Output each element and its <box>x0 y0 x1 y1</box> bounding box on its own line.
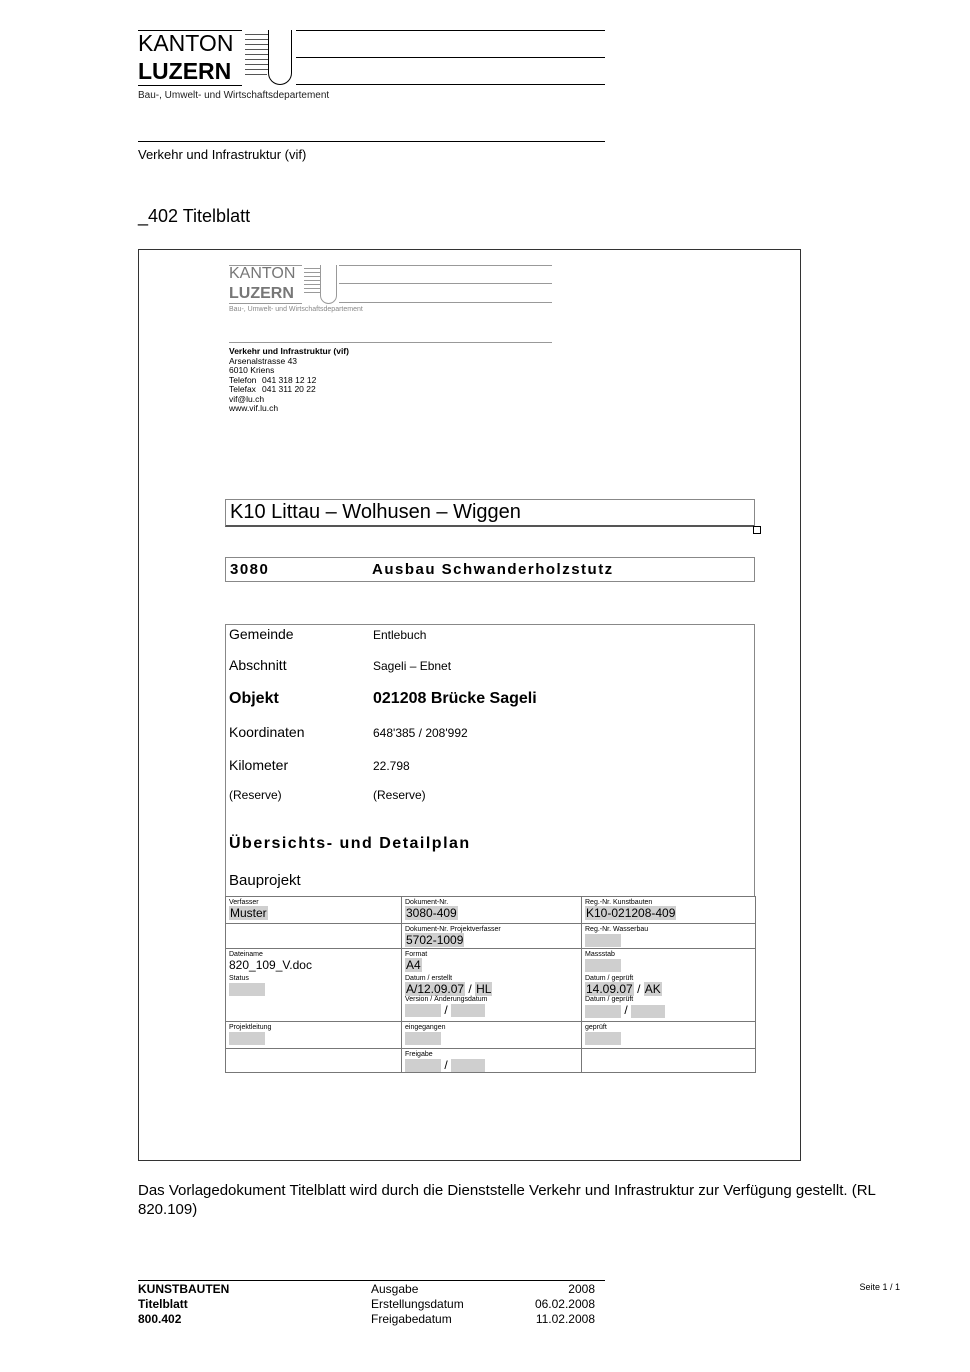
sheet-logo-luzern-text: LUZERN <box>229 285 294 302</box>
logo-rule-top <box>138 30 242 31</box>
department-text: Bau-, Umwelt- und Wirtschaftsdepartement <box>138 90 330 101</box>
dokument-value[interactable]: 3080-409 <box>406 906 457 920</box>
version-field[interactable] <box>405 1004 441 1017</box>
address-fax: Telefax 041 311 20 22 <box>229 384 316 394</box>
gemeinde-label: Gemeinde <box>229 626 294 642</box>
verfasser-caption: Verfasser <box>229 899 259 906</box>
sheet-header-line-3 <box>339 302 552 303</box>
geprueft-field[interactable] <box>585 1032 621 1045</box>
objekt-value: 021208 Brücke Sageli <box>373 690 537 707</box>
cell-freigabe: Freigabe / <box>402 1049 582 1073</box>
reg-kunst-value[interactable]: K10-021208-409 <box>586 906 676 920</box>
cell-reg-wasser <box>582 924 756 949</box>
page-title: _402 Titelblatt <box>138 206 251 226</box>
footer-doc-name: Titelblatt <box>138 1297 188 1311</box>
massstab-caption: Massstab <box>585 951 615 958</box>
datum-erstellt-value[interactable]: A/12.09.07 <box>406 982 465 996</box>
footer-rule <box>138 1280 605 1281</box>
logo-rule-bottom <box>138 85 242 86</box>
format-caption: Format <box>405 951 428 958</box>
cell-eingegangen <box>402 1022 582 1049</box>
kilometer-value: 22.798 <box>373 759 410 773</box>
projektleitung-field[interactable] <box>229 1032 265 1045</box>
footer-doc-number: 800.402 <box>138 1312 182 1326</box>
geprueft2-datum-field[interactable] <box>585 1005 621 1018</box>
header-line-3 <box>296 84 605 85</box>
eingegangen-caption: eingegangen <box>405 1024 446 1031</box>
address-web: www.vif.lu.ch <box>229 403 279 413</box>
address-org: Verkehr und Infrastruktur (vif) <box>229 346 349 356</box>
section-text: Verkehr und Infrastruktur (vif) <box>138 147 307 162</box>
project-phase: Bauprojekt <box>229 872 301 889</box>
abschnitt-value: Sageli – Ebnet <box>373 659 452 673</box>
info-box <box>225 624 755 897</box>
status-field[interactable] <box>229 983 265 996</box>
project-name: Ausbau Schwanderholzstutz <box>372 561 614 578</box>
footer-col-2 <box>371 1282 464 1327</box>
sheet-address <box>229 347 349 414</box>
cell-projektleitung <box>226 1022 402 1049</box>
massstab-field[interactable] <box>585 959 621 972</box>
section-rule <box>138 141 605 142</box>
project-box <box>225 557 755 582</box>
sheet-header-line-2 <box>339 283 552 284</box>
reserve-value: (Reserve) <box>373 788 426 802</box>
footer-erstellung-label: Erstellungsdatum <box>371 1297 464 1311</box>
footer-ausgabe-label: Ausgabe <box>371 1282 419 1296</box>
footer-category: KUNSTBAUTEN <box>138 1282 230 1296</box>
sheet-header-line-1 <box>339 265 552 266</box>
geprueft2-von-field[interactable] <box>631 1005 665 1018</box>
datum-geprueft2-caption: Datum / geprüft <box>585 996 634 1004</box>
verfasser-value[interactable]: Muster <box>230 906 267 920</box>
format-value[interactable]: A4 <box>406 958 421 972</box>
gemeinde-value: Entlebuch <box>373 628 427 642</box>
freigabe-von-field[interactable] <box>451 1059 485 1072</box>
cell-dateiname <box>226 949 402 1022</box>
logo-luzern-text: LUZERN <box>138 58 232 84</box>
cell-geprueft <box>582 1022 756 1049</box>
reg-wasser-caption: Reg.-Nr. Wasserbau <box>585 926 649 933</box>
status-caption: Status <box>229 975 249 982</box>
reg-kunst-caption: Reg.-Nr. Kunstbauten <box>585 899 653 906</box>
datum-erstellt-caption: Datum / erstellt <box>405 975 453 982</box>
logo-kanton-text: KANTON <box>138 30 234 56</box>
cell-reg-kunst <box>582 897 756 924</box>
cell-empty-3 <box>582 1049 756 1073</box>
dateiname-caption: Dateiname <box>229 951 263 958</box>
cell-dok-projekt <box>402 924 582 949</box>
datum-geprueft-caption: Datum / geprüft <box>585 975 634 983</box>
datum-geprueft-value[interactable]: 14.09.07 <box>586 982 633 997</box>
freigabe-datum-field[interactable] <box>405 1059 441 1072</box>
koordinaten-value: 648'385 / 208'992 <box>373 726 468 740</box>
sheet-logo-kanton-text: KANTON <box>229 265 296 282</box>
dok-projekt-value[interactable]: 5702-1009 <box>406 933 464 947</box>
address-city: 6010 Kriens <box>229 365 275 375</box>
cell-dokument <box>402 897 582 924</box>
aenderungsdatum-field[interactable] <box>451 1004 485 1017</box>
eingegangen-field[interactable] <box>405 1032 441 1045</box>
abschnitt-label: Abschnitt <box>229 657 287 673</box>
footer-freigabe-value: 11.02.2008 <box>535 1312 595 1326</box>
address-email: vif@lu.ch <box>229 393 265 404</box>
freigabe-caption: Freigabe <box>405 1051 433 1058</box>
sheet-section-rule <box>229 342 552 343</box>
cell-empty-2 <box>226 1049 402 1073</box>
header-line-2 <box>296 57 605 58</box>
footer-freigabe-label: Freigabedatum <box>371 1312 452 1326</box>
cell-empty-1 <box>226 924 402 949</box>
reserve-label: (Reserve) <box>229 788 282 802</box>
resize-handle-icon[interactable] <box>753 526 761 534</box>
dok-projekt-caption: Dokument-Nr. Projektverfasser <box>405 926 501 933</box>
dateiname-value[interactable]: 820_109_V.doc <box>229 958 312 972</box>
title-block-grid <box>225 896 756 1073</box>
header-line-1 <box>296 30 605 31</box>
route-title: K10 Littau – Wolhusen – Wiggen <box>230 501 521 523</box>
footer-erstellung-value: 06.02.2008 <box>534 1297 595 1311</box>
koordinaten-label: Koordinaten <box>229 724 305 740</box>
address-phone: Telefon 041 318 12 12 <box>229 374 317 385</box>
page-number: Seite 1 / 1 <box>859 1282 900 1292</box>
sheet-logo-rule-top <box>229 265 302 266</box>
route-title-box <box>225 499 755 527</box>
kilometer-label: Kilometer <box>229 757 289 773</box>
reg-wasser-field[interactable] <box>585 934 621 947</box>
sheet-logo-rule-bottom <box>229 303 302 304</box>
footer-ausgabe-value: 2008 <box>568 1282 595 1296</box>
body-paragraph: Das Vorlagedokument Titelblatt wird durch die Dienststelle Verkehr und Infrastruktur zur Verfügung gestellt. (RL 820.109) <box>138 1182 876 1218</box>
footer-col-3 <box>500 1282 595 1327</box>
erstellt-von-value[interactable]: HL <box>476 982 492 996</box>
cell-verfasser <box>226 897 402 924</box>
projektleitung-caption: Projektleitung <box>229 1024 272 1031</box>
project-number: 3080 <box>230 561 270 578</box>
cell-format: Format A4 Datum / erstellt A/12.09.07 / HL Version / Änderungsdatum / <box>402 949 582 1022</box>
geprueft-von-value[interactable]: AK <box>644 982 661 997</box>
version-caption: Version / Änderungsdatum <box>405 996 488 1003</box>
objekt-label: Objekt <box>229 690 279 707</box>
geprueft-caption: geprüft <box>585 1024 607 1031</box>
dokument-caption: Dokument-Nr. <box>405 899 449 906</box>
plan-title: Übersichts- und Detailplan <box>229 835 471 852</box>
footer-col-1 <box>138 1282 229 1327</box>
address-street: Arsenalstrasse 43 <box>229 355 298 366</box>
cell-massstab: Massstab Datum / geprüft 14.09.07 / AK Datum / geprüft / <box>582 949 756 1022</box>
sheet-department-text: Bau-, Umwelt- und Wirtschaftsdepartement <box>229 306 363 313</box>
